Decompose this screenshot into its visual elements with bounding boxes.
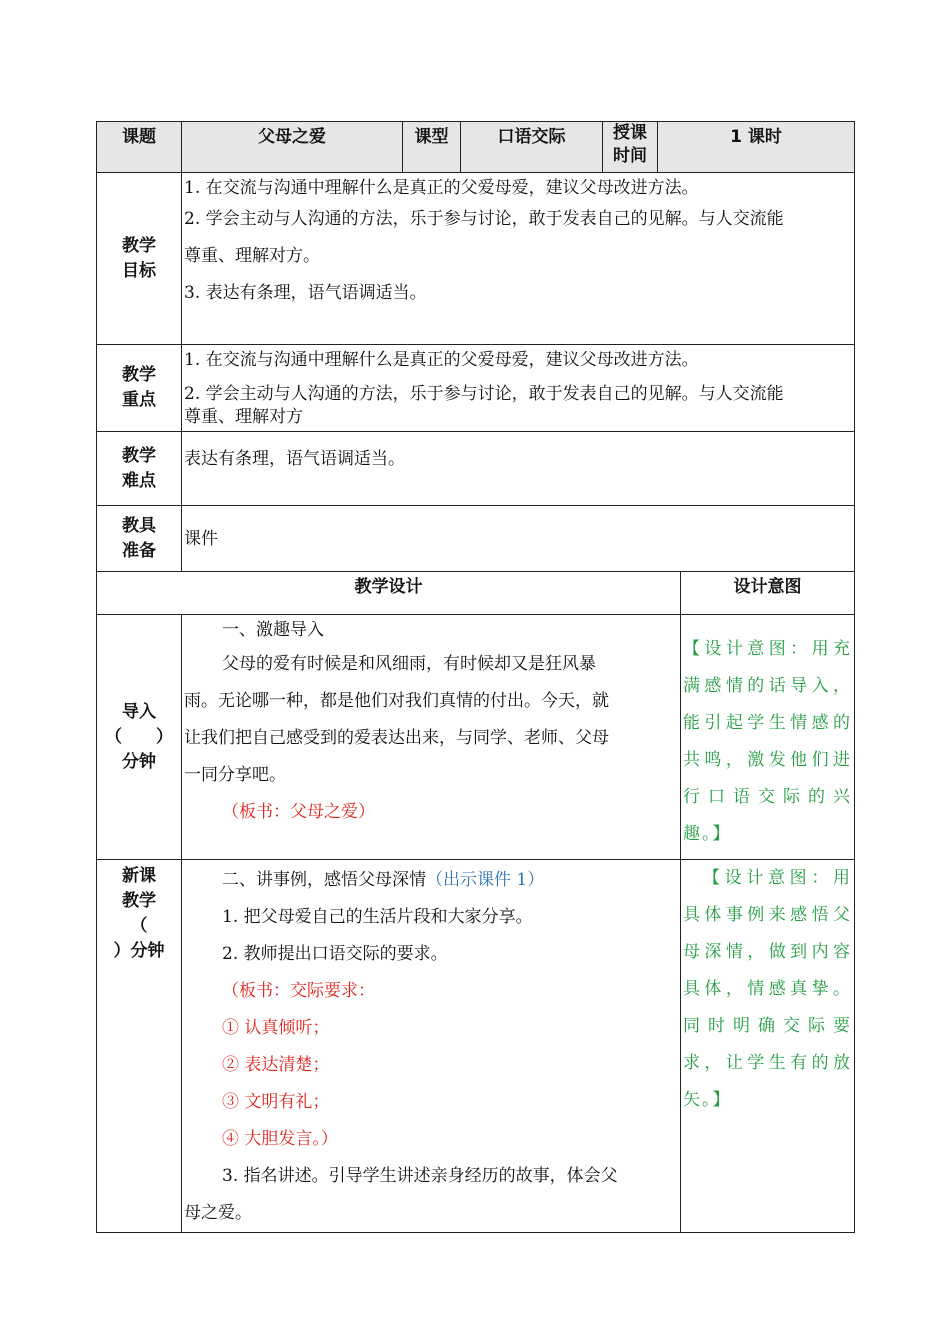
type-label: 课型 (403, 122, 461, 173)
objective-item: 2. 学会主动与人沟通的方法，乐于参与讨论，敢于发表自己的见解。与人交流能 (184, 209, 784, 229)
type-value: 口语交际 (461, 122, 603, 173)
lesson-plan-table (96, 121, 855, 1233)
design-header-row (97, 572, 855, 615)
materials-text: 课件 (184, 529, 218, 549)
materials-content (182, 506, 855, 572)
new-lesson-label-line4: ）分钟 (113, 941, 165, 961)
objectives-row (97, 173, 855, 345)
objectives-content (182, 173, 855, 345)
header-row (97, 122, 855, 173)
intro-label (97, 615, 182, 860)
intent-header: 设计意图 (681, 572, 855, 615)
intro-paragraph-line: 雨。无论哪一种，都是他们对我们真情的付出。今天，就 (184, 691, 609, 711)
intro-paragraph-line: 一同分享吧。 (184, 765, 286, 785)
new-lesson-intent (681, 860, 855, 1233)
new-lesson-item: 3. 指名讲述。引导学生讲述亲身经历的故事，体会父 (222, 1166, 618, 1186)
courseware-note: （出示课件 1） (426, 870, 545, 890)
new-lesson-item: 2. 教师提出口语交际的要求。 (222, 944, 448, 964)
new-lesson-intent-text: 【设计意图：用具体事例来感悟父母深情，做到内容具体，情感真挚。同时明确交际要求，让学生有的放矢。】 (683, 868, 852, 1110)
requirement-item: ① 认真倾听； (222, 1018, 330, 1038)
intro-label-line1: 导入 (122, 701, 156, 722)
hours-label-line1: 授课 (613, 123, 647, 143)
materials-label (97, 506, 182, 572)
intro-paragraph-line: 父母的爱有时候是和风细雨，有时候却又是狂风暴 (222, 654, 596, 674)
objectives-label (97, 173, 182, 345)
key-point-item: 2. 学会主动与人沟通的方法，乐于参与讨论，敢于发表自己的见解。与人交流能 (184, 384, 784, 404)
hours-label (603, 122, 658, 173)
requirement-item: ③ 文明有礼； (222, 1092, 330, 1112)
topic-label: 课题 (97, 122, 182, 173)
intro-intent-text: 【设计意图：用充满感情的话导入，能引起学生情感的共鸣，激发他们进行口语交际的兴趣。】 (683, 639, 852, 844)
intro-section-row (97, 615, 855, 860)
design-header: 教学设计 (97, 572, 681, 615)
intro-intent (681, 615, 855, 860)
intro-paragraph-line: 让我们把自己感受到的爱表达出来，与同学、老师、父母 (184, 728, 609, 748)
objective-item: 尊重、理解对方。 (184, 246, 320, 266)
key-points-label (97, 345, 182, 432)
key-point-item: 1. 在交流与沟通中理解什么是真正的父爱母爱，建议父母改进方法。 (184, 350, 699, 370)
difficulties-label (97, 432, 182, 506)
difficulties-label-line2: 难点 (122, 470, 156, 491)
new-lesson-item: 1. 把父母爱自己的生活片段和大家分享。 (222, 907, 533, 927)
new-lesson-label-line3: （ (130, 916, 148, 936)
hours-value: 1 课时 (658, 122, 855, 173)
new-lesson-section-row (97, 860, 855, 1233)
difficulties-label-line1: 教学 (122, 445, 156, 466)
topic-value: 父母之爱 (182, 122, 403, 173)
new-lesson-item-continued: 母之爱。 (184, 1203, 252, 1223)
objectives-label-line2: 目标 (122, 260, 156, 281)
intro-label-line2: （ ） (105, 726, 173, 747)
requirement-item: ② 表达清楚； (222, 1055, 330, 1075)
new-lesson-label-line1: 新课 (122, 866, 156, 886)
difficulties-row (97, 432, 855, 506)
new-lesson-content (182, 860, 681, 1233)
new-lesson-heading-text: 二、讲事例，感悟父母深情 (222, 870, 426, 890)
materials-label-line1: 教具 (122, 515, 156, 536)
intro-label-line3: 分钟 (122, 751, 156, 772)
difficulties-content (182, 432, 855, 506)
materials-row (97, 506, 855, 572)
objective-item: 3. 表达有条理，语气语调适当。 (184, 283, 427, 303)
new-lesson-label (97, 860, 182, 1233)
key-points-row (97, 345, 855, 432)
objective-item: 1. 在交流与沟通中理解什么是真正的父爱母爱，建议父母改进方法。 (184, 178, 699, 198)
hours-label-line2: 时间 (613, 146, 647, 166)
intro-heading: 一、激趣导入 (222, 620, 324, 640)
difficulties-text: 表达有条理，语气语调适当。 (184, 449, 405, 469)
key-point-item: 尊重、理解对方 (184, 407, 303, 427)
objectives-label-line1: 教学 (122, 235, 156, 256)
materials-label-line2: 准备 (122, 540, 156, 561)
intro-content (182, 615, 681, 860)
key-points-label-line2: 重点 (122, 390, 156, 410)
key-points-label-line1: 教学 (122, 365, 156, 385)
requirement-item: ④ 大胆发言。） (222, 1129, 338, 1149)
new-lesson-label-line2: 教学 (122, 891, 156, 911)
key-points-content (182, 345, 855, 432)
new-lesson-heading (184, 862, 678, 899)
board-requirements-title: （板书：交际要求： (222, 981, 375, 1001)
intro-board-note: （板书：父母之爱） (222, 802, 375, 822)
